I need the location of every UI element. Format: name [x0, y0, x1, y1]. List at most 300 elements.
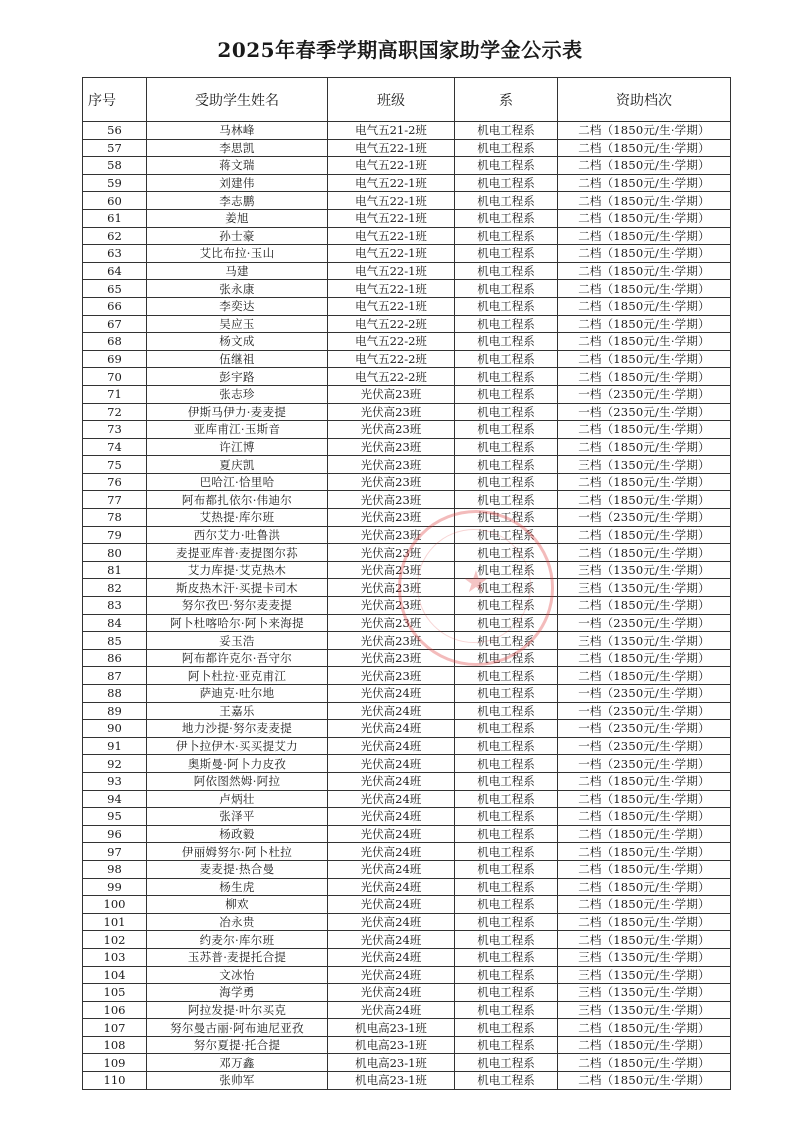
cell-serial: 61 — [83, 209, 147, 227]
cell-grant-level: 二档（1850元/生·学期） — [558, 297, 731, 315]
cell-department: 机电工程系 — [455, 772, 558, 790]
cell-grant-level: 二档（1850元/生·学期） — [558, 333, 731, 351]
cell-class: 光伏高23班 — [328, 649, 455, 667]
cell-serial: 70 — [83, 368, 147, 386]
cell-student-name: 许江博 — [147, 438, 328, 456]
cell-grant-level: 三档（1350元/生·学期） — [558, 948, 731, 966]
cell-grant-level: 三档（1350元/生·学期） — [558, 579, 731, 597]
table-row — [83, 209, 731, 227]
table-row — [83, 896, 731, 914]
cell-serial: 94 — [83, 790, 147, 808]
cell-serial: 75 — [83, 456, 147, 474]
cell-student-name: 邓万鑫 — [147, 1054, 328, 1072]
cell-serial: 110 — [83, 1072, 147, 1090]
cell-grant-level: 一档（2350元/生·学期） — [558, 403, 731, 421]
cell-class: 光伏高23班 — [328, 667, 455, 685]
cell-class: 光伏高23班 — [328, 456, 455, 474]
cell-department: 机电工程系 — [455, 561, 558, 579]
table-row — [83, 1036, 731, 1054]
cell-student-name: 奥斯曼·阿卜力皮孜 — [147, 755, 328, 773]
cell-student-name: 张泽平 — [147, 808, 328, 826]
cell-department: 机电工程系 — [455, 174, 558, 192]
cell-serial: 104 — [83, 966, 147, 984]
cell-class: 电气五22-1班 — [328, 157, 455, 175]
cell-serial: 108 — [83, 1036, 147, 1054]
cell-serial: 100 — [83, 896, 147, 914]
table-row — [83, 632, 731, 650]
cell-department: 机电工程系 — [455, 315, 558, 333]
cell-department: 机电工程系 — [455, 755, 558, 773]
cell-grant-level: 一档（2350元/生·学期） — [558, 385, 731, 403]
cell-class: 光伏高24班 — [328, 720, 455, 738]
cell-grant-level: 二档（1850元/生·学期） — [558, 157, 731, 175]
cell-class: 光伏高24班 — [328, 931, 455, 949]
cell-department: 机电工程系 — [455, 491, 558, 509]
cell-class: 光伏高24班 — [328, 984, 455, 1002]
table-row — [83, 227, 731, 245]
cell-department: 机电工程系 — [455, 509, 558, 527]
cell-class: 光伏高23班 — [328, 614, 455, 632]
cell-serial: 59 — [83, 174, 147, 192]
cell-department: 机电工程系 — [455, 702, 558, 720]
cell-class: 光伏高24班 — [328, 737, 455, 755]
cell-department: 机电工程系 — [455, 667, 558, 685]
cell-serial: 109 — [83, 1054, 147, 1072]
cell-grant-level: 二档（1850元/生·学期） — [558, 772, 731, 790]
cell-grant-level: 三档（1350元/生·学期） — [558, 561, 731, 579]
cell-class: 电气五22-2班 — [328, 333, 455, 351]
cell-class: 光伏高24班 — [328, 702, 455, 720]
cell-student-name: 阿卜杜喀哈尔·阿卜来海提 — [147, 614, 328, 632]
cell-serial: 65 — [83, 280, 147, 298]
cell-serial: 93 — [83, 772, 147, 790]
cell-class: 光伏高24班 — [328, 685, 455, 703]
table-row — [83, 561, 731, 579]
header-grant-level: 资助档次 — [558, 78, 731, 122]
table-row — [83, 122, 731, 140]
table-row — [83, 931, 731, 949]
table-row — [83, 790, 731, 808]
cell-serial: 82 — [83, 579, 147, 597]
cell-student-name: 张永康 — [147, 280, 328, 298]
table-row — [83, 966, 731, 984]
cell-serial: 78 — [83, 509, 147, 527]
cell-serial: 97 — [83, 843, 147, 861]
cell-class: 光伏高23班 — [328, 421, 455, 439]
cell-serial: 89 — [83, 702, 147, 720]
table-row — [83, 685, 731, 703]
table-row — [83, 755, 731, 773]
cell-student-name: 冶永贵 — [147, 913, 328, 931]
cell-class: 光伏高24班 — [328, 896, 455, 914]
cell-serial: 99 — [83, 878, 147, 896]
cell-department: 机电工程系 — [455, 878, 558, 896]
cell-student-name: 卢炳壮 — [147, 790, 328, 808]
cell-department: 机电工程系 — [455, 808, 558, 826]
header-department: 系 — [455, 78, 558, 122]
table-row — [83, 579, 731, 597]
cell-department: 机电工程系 — [455, 1001, 558, 1019]
table-row — [83, 456, 731, 474]
cell-student-name: 阿卜杜拉·亚克甫江 — [147, 667, 328, 685]
header-class: 班级 — [328, 78, 455, 122]
cell-grant-level: 二档（1850元/生·学期） — [558, 843, 731, 861]
table-row — [83, 544, 731, 562]
grant-table — [82, 77, 731, 1090]
cell-class: 电气五22-1班 — [328, 297, 455, 315]
cell-grant-level: 三档（1350元/生·学期） — [558, 966, 731, 984]
cell-department: 机电工程系 — [455, 350, 558, 368]
cell-class: 光伏高23班 — [328, 544, 455, 562]
cell-grant-level: 二档（1850元/生·学期） — [558, 878, 731, 896]
cell-grant-level: 二档（1850元/生·学期） — [558, 262, 731, 280]
cell-student-name: 妥玉浩 — [147, 632, 328, 650]
cell-serial: 64 — [83, 262, 147, 280]
cell-serial: 79 — [83, 526, 147, 544]
cell-serial: 84 — [83, 614, 147, 632]
cell-student-name: 杨政毅 — [147, 825, 328, 843]
table-row — [83, 368, 731, 386]
table-row — [83, 614, 731, 632]
cell-serial: 81 — [83, 561, 147, 579]
table-row — [83, 878, 731, 896]
cell-serial: 98 — [83, 860, 147, 878]
cell-department: 机电工程系 — [455, 1072, 558, 1090]
table-row — [83, 174, 731, 192]
cell-class: 电气五22-2班 — [328, 350, 455, 368]
cell-class: 光伏高24班 — [328, 1001, 455, 1019]
cell-student-name: 姜旭 — [147, 209, 328, 227]
cell-department: 机电工程系 — [455, 737, 558, 755]
table-row — [83, 157, 731, 175]
cell-grant-level: 一档（2350元/生·学期） — [558, 755, 731, 773]
cell-department: 机电工程系 — [455, 262, 558, 280]
table-row — [83, 1054, 731, 1072]
cell-grant-level: 二档（1850元/生·学期） — [558, 491, 731, 509]
cell-student-name: 努尔曼古丽·阿布迪尼亚孜 — [147, 1019, 328, 1037]
cell-grant-level: 三档（1350元/生·学期） — [558, 456, 731, 474]
cell-grant-level: 二档（1850元/生·学期） — [558, 808, 731, 826]
cell-student-name: 马林峰 — [147, 122, 328, 140]
cell-grant-level: 二档（1850元/生·学期） — [558, 1019, 731, 1037]
cell-class: 电气五22-1班 — [328, 174, 455, 192]
table-row — [83, 245, 731, 263]
cell-student-name: 艾力库提·艾克热木 — [147, 561, 328, 579]
table-row — [83, 297, 731, 315]
table-row — [83, 597, 731, 615]
cell-class: 光伏高23班 — [328, 509, 455, 527]
cell-student-name: 蒋文瑞 — [147, 157, 328, 175]
cell-department: 机电工程系 — [455, 948, 558, 966]
cell-class: 机电高23-1班 — [328, 1072, 455, 1090]
table-row — [83, 720, 731, 738]
cell-serial: 63 — [83, 245, 147, 263]
cell-grant-level: 二档（1850元/生·学期） — [558, 526, 731, 544]
cell-serial: 91 — [83, 737, 147, 755]
cell-serial: 58 — [83, 157, 147, 175]
cell-student-name: 麦麦提·热合曼 — [147, 860, 328, 878]
table-row — [83, 808, 731, 826]
cell-grant-level: 三档（1350元/生·学期） — [558, 632, 731, 650]
cell-grant-level: 二档（1850元/生·学期） — [558, 597, 731, 615]
cell-class: 光伏高23班 — [328, 561, 455, 579]
cell-class: 电气五22-1班 — [328, 280, 455, 298]
cell-grant-level: 二档（1850元/生·学期） — [558, 896, 731, 914]
cell-class: 机电高23-1班 — [328, 1054, 455, 1072]
cell-grant-level: 一档（2350元/生·学期） — [558, 509, 731, 527]
cell-department: 机电工程系 — [455, 913, 558, 931]
cell-grant-level: 二档（1850元/生·学期） — [558, 913, 731, 931]
cell-serial: 56 — [83, 122, 147, 140]
cell-serial: 101 — [83, 913, 147, 931]
cell-department: 机电工程系 — [455, 280, 558, 298]
cell-grant-level: 二档（1850元/生·学期） — [558, 667, 731, 685]
cell-grant-level: 二档（1850元/生·学期） — [558, 209, 731, 227]
table-row — [83, 139, 731, 157]
cell-department: 机电工程系 — [455, 860, 558, 878]
cell-serial: 80 — [83, 544, 147, 562]
cell-serial: 86 — [83, 649, 147, 667]
table-body — [83, 122, 731, 1090]
cell-grant-level: 二档（1850元/生·学期） — [558, 421, 731, 439]
cell-student-name: 麦提亚库普·麦提图尔荪 — [147, 544, 328, 562]
cell-department: 机电工程系 — [455, 931, 558, 949]
cell-serial: 106 — [83, 1001, 147, 1019]
cell-department: 机电工程系 — [455, 614, 558, 632]
cell-class: 电气五21-2班 — [328, 122, 455, 140]
table-row — [83, 772, 731, 790]
cell-department: 机电工程系 — [455, 157, 558, 175]
cell-student-name: 杨生虎 — [147, 878, 328, 896]
cell-department: 机电工程系 — [455, 438, 558, 456]
cell-serial: 60 — [83, 192, 147, 210]
cell-class: 光伏高24班 — [328, 755, 455, 773]
cell-student-name: 杨文成 — [147, 333, 328, 351]
cell-student-name: 斯皮热木汗·买提卡司木 — [147, 579, 328, 597]
cell-department: 机电工程系 — [455, 403, 558, 421]
cell-serial: 102 — [83, 931, 147, 949]
table-row — [83, 421, 731, 439]
cell-student-name: 海学勇 — [147, 984, 328, 1002]
table-row — [83, 315, 731, 333]
cell-student-name: 阿拉发提·叶尔买克 — [147, 1001, 328, 1019]
cell-serial: 67 — [83, 315, 147, 333]
cell-grant-level: 二档（1850元/生·学期） — [558, 1036, 731, 1054]
table-row — [83, 280, 731, 298]
cell-class: 电气五22-1班 — [328, 227, 455, 245]
cell-student-name: 玉苏普·麦提托合提 — [147, 948, 328, 966]
table-row — [83, 984, 731, 1002]
cell-student-name: 约麦尔·库尔班 — [147, 931, 328, 949]
cell-class: 电气五22-1班 — [328, 139, 455, 157]
cell-student-name: 亚库甫江·玉斯音 — [147, 421, 328, 439]
cell-student-name: 伍继祖 — [147, 350, 328, 368]
cell-department: 机电工程系 — [455, 385, 558, 403]
table-row — [83, 509, 731, 527]
cell-grant-level: 二档（1850元/生·学期） — [558, 350, 731, 368]
cell-class: 光伏高23班 — [328, 473, 455, 491]
cell-student-name: 地力沙提·努尔麦麦提 — [147, 720, 328, 738]
cell-class: 光伏高24班 — [328, 772, 455, 790]
cell-class: 电气五22-1班 — [328, 192, 455, 210]
cell-grant-level: 二档（1850元/生·学期） — [558, 544, 731, 562]
cell-grant-level: 二档（1850元/生·学期） — [558, 931, 731, 949]
cell-grant-level: 二档（1850元/生·学期） — [558, 1054, 731, 1072]
cell-department: 机电工程系 — [455, 473, 558, 491]
cell-grant-level: 二档（1850元/生·学期） — [558, 860, 731, 878]
cell-serial: 73 — [83, 421, 147, 439]
cell-class: 光伏高24班 — [328, 790, 455, 808]
cell-serial: 71 — [83, 385, 147, 403]
cell-department: 机电工程系 — [455, 984, 558, 1002]
cell-grant-level: 三档（1350元/生·学期） — [558, 984, 731, 1002]
table-row — [83, 667, 731, 685]
cell-serial: 62 — [83, 227, 147, 245]
table-row — [83, 333, 731, 351]
cell-student-name: 李思凯 — [147, 139, 328, 157]
cell-grant-level: 二档（1850元/生·学期） — [558, 1072, 731, 1090]
cell-student-name: 阿布都许克尔·吾守尔 — [147, 649, 328, 667]
table-row — [83, 438, 731, 456]
cell-class: 光伏高24班 — [328, 860, 455, 878]
cell-student-name: 李志鹏 — [147, 192, 328, 210]
cell-student-name: 夏庆凯 — [147, 456, 328, 474]
cell-department: 机电工程系 — [455, 122, 558, 140]
cell-department: 机电工程系 — [455, 526, 558, 544]
cell-grant-level: 二档（1850元/生·学期） — [558, 245, 731, 263]
cell-grant-level: 一档（2350元/生·学期） — [558, 614, 731, 632]
header-serial: 序号 — [83, 78, 147, 122]
cell-grant-level: 二档（1850元/生·学期） — [558, 122, 731, 140]
cell-serial: 92 — [83, 755, 147, 773]
cell-class: 光伏高24班 — [328, 808, 455, 826]
cell-student-name: 伊丽姆努尔·阿卜杜拉 — [147, 843, 328, 861]
cell-class: 光伏高23班 — [328, 491, 455, 509]
cell-class: 机电高23-1班 — [328, 1036, 455, 1054]
cell-department: 机电工程系 — [455, 597, 558, 615]
cell-student-name: 萨迪克·吐尔地 — [147, 685, 328, 703]
cell-class: 光伏高23班 — [328, 579, 455, 597]
cell-student-name: 孙士豪 — [147, 227, 328, 245]
cell-department: 机电工程系 — [455, 227, 558, 245]
table-row — [83, 860, 731, 878]
cell-class: 电气五22-1班 — [328, 209, 455, 227]
cell-grant-level: 二档（1850元/生·学期） — [558, 174, 731, 192]
table-row — [83, 1001, 731, 1019]
cell-serial: 103 — [83, 948, 147, 966]
table-row — [83, 825, 731, 843]
header-student-name: 受助学生姓名 — [147, 78, 328, 122]
cell-student-name: 张志珍 — [147, 385, 328, 403]
table-row — [83, 403, 731, 421]
cell-class: 光伏高23班 — [328, 526, 455, 544]
cell-class: 光伏高23班 — [328, 403, 455, 421]
cell-student-name: 李奕达 — [147, 297, 328, 315]
cell-class: 光伏高24班 — [328, 825, 455, 843]
table-row — [83, 1019, 731, 1037]
cell-department: 机电工程系 — [455, 966, 558, 984]
cell-student-name: 西尔艾力·吐鲁洪 — [147, 526, 328, 544]
cell-class: 光伏高24班 — [328, 966, 455, 984]
cell-student-name: 马建 — [147, 262, 328, 280]
cell-student-name: 张帅军 — [147, 1072, 328, 1090]
cell-student-name: 努尔孜巴·努尔麦麦提 — [147, 597, 328, 615]
cell-class: 机电高23-1班 — [328, 1019, 455, 1037]
cell-department: 机电工程系 — [455, 843, 558, 861]
table-row — [83, 350, 731, 368]
cell-department: 机电工程系 — [455, 544, 558, 562]
cell-serial: 87 — [83, 667, 147, 685]
table-header-row — [83, 78, 731, 122]
cell-department: 机电工程系 — [455, 1036, 558, 1054]
cell-grant-level: 二档（1850元/生·学期） — [558, 368, 731, 386]
cell-serial: 77 — [83, 491, 147, 509]
table-row — [83, 385, 731, 403]
cell-class: 电气五22-1班 — [328, 245, 455, 263]
cell-department: 机电工程系 — [455, 685, 558, 703]
cell-grant-level: 二档（1850元/生·学期） — [558, 192, 731, 210]
cell-student-name: 文冰怡 — [147, 966, 328, 984]
cell-student-name: 伊卜拉伊木·买买提艾力 — [147, 737, 328, 755]
cell-grant-level: 二档（1850元/生·学期） — [558, 473, 731, 491]
cell-department: 机电工程系 — [455, 333, 558, 351]
cell-grant-level: 二档（1850元/生·学期） — [558, 139, 731, 157]
cell-serial: 107 — [83, 1019, 147, 1037]
table-row — [83, 262, 731, 280]
cell-grant-level: 二档（1850元/生·学期） — [558, 825, 731, 843]
table-row — [83, 737, 731, 755]
cell-serial: 96 — [83, 825, 147, 843]
cell-department: 机电工程系 — [455, 825, 558, 843]
cell-department: 机电工程系 — [455, 139, 558, 157]
cell-serial: 74 — [83, 438, 147, 456]
cell-department: 机电工程系 — [455, 245, 558, 263]
cell-department: 机电工程系 — [455, 421, 558, 439]
cell-serial: 88 — [83, 685, 147, 703]
cell-grant-level: 二档（1850元/生·学期） — [558, 280, 731, 298]
cell-department: 机电工程系 — [455, 368, 558, 386]
cell-serial: 76 — [83, 473, 147, 491]
table-row — [83, 913, 731, 931]
cell-grant-level: 一档（2350元/生·学期） — [558, 720, 731, 738]
cell-department: 机电工程系 — [455, 720, 558, 738]
cell-department: 机电工程系 — [455, 209, 558, 227]
cell-serial: 68 — [83, 333, 147, 351]
seal-star-icon: ★ — [462, 565, 490, 600]
cell-serial: 85 — [83, 632, 147, 650]
cell-serial: 72 — [83, 403, 147, 421]
cell-grant-level: 二档（1850元/生·学期） — [558, 790, 731, 808]
table-row — [83, 649, 731, 667]
cell-department: 机电工程系 — [455, 192, 558, 210]
cell-class: 光伏高24班 — [328, 843, 455, 861]
table-row — [83, 948, 731, 966]
cell-class: 光伏高23班 — [328, 385, 455, 403]
cell-class: 光伏高24班 — [328, 878, 455, 896]
cell-grant-level: 一档（2350元/生·学期） — [558, 737, 731, 755]
cell-student-name: 柳欢 — [147, 896, 328, 914]
cell-department: 机电工程系 — [455, 579, 558, 597]
table-row — [83, 491, 731, 509]
cell-student-name: 阿布都扎依尔·伟迪尔 — [147, 491, 328, 509]
cell-department: 机电工程系 — [455, 1019, 558, 1037]
cell-serial: 83 — [83, 597, 147, 615]
cell-student-name: 努尔夏提·托合提 — [147, 1036, 328, 1054]
cell-grant-level: 二档（1850元/生·学期） — [558, 227, 731, 245]
cell-serial: 66 — [83, 297, 147, 315]
cell-class: 光伏高24班 — [328, 913, 455, 931]
cell-student-name: 彭宇路 — [147, 368, 328, 386]
